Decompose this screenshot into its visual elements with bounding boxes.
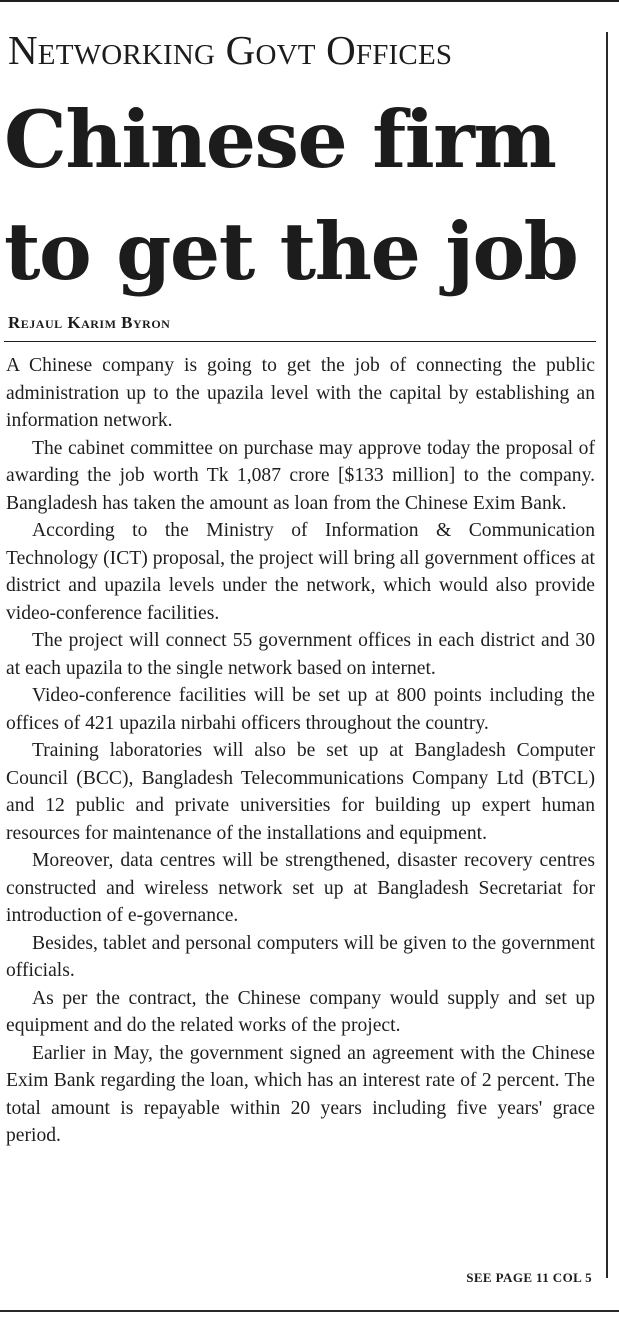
- article-paragraph: Besides, tablet and personal computers will be given to the government officials.: [6, 932, 595, 981]
- kicker: Networking Govt Offices: [8, 27, 453, 73]
- article-paragraph: As per the contract, the Chinese company would supply and set up equipment and do the related works of the project.: [6, 987, 595, 1036]
- headline-line-2: to get the job: [4, 205, 578, 298]
- article-paragraph: Earlier in May, the government signed an agreement with the Chinese Exim Bank regarding the loan, which has an interest rate of 2 percent. The total amount is repayable within 20 years including five years' grace period.: [6, 1042, 595, 1146]
- article-paragraph: Video-conference facilities will be set up at 800 points including the offices of 421 upazila nirbahi officers throughout the country.: [6, 685, 595, 734]
- headline: [4, 84, 604, 308]
- article-paragraph: According to the Ministry of Information & Communication Technology (ICT) proposal, the project will bring all government offices at district and upazila levels under the network, which would also provide video-conference facilities.: [6, 520, 595, 624]
- article-paragraph: Training laboratories will also be set up at Bangladesh Computer Council (BCC), Bangladesh Telecommunications Company Ltd (BTCL) and 12 public and private universities for building up expert human resources for maintenance of the installations and equipment.: [6, 740, 595, 844]
- column-rule: [606, 32, 608, 1278]
- bottom-rule: [0, 1310, 619, 1312]
- article-paragraph: A Chinese company is going to get the job of connecting the public administration up to the upazila level with the capital by establishing an information network.: [6, 355, 595, 431]
- article-paragraph: The cabinet committee on purchase may approve today the proposal of awarding the job worth Tk 1,087 crore [$133 million] to the company. Bangladesh has taken the amount as loan from the Chinese Exim Bank.: [6, 437, 595, 514]
- byline-rule: [4, 341, 596, 342]
- byline: Rejaul Karim Byron: [8, 313, 171, 332]
- continued-on-jump: SEE PAGE 11 COL 5: [466, 1270, 592, 1285]
- headline-line-1: Chinese firm: [4, 93, 556, 186]
- article-paragraph: The project will connect 55 government offices in each district and 30 at each upazila to the single network based on internet.: [6, 630, 595, 679]
- article-body: [6, 352, 595, 1150]
- article-paragraph: Moreover, data centres will be strengthened, disaster recovery centres constructed and wireless network set up at Bangladesh Secretariat for introduction of e-governance.: [6, 850, 595, 926]
- top-rule: [0, 0, 619, 2]
